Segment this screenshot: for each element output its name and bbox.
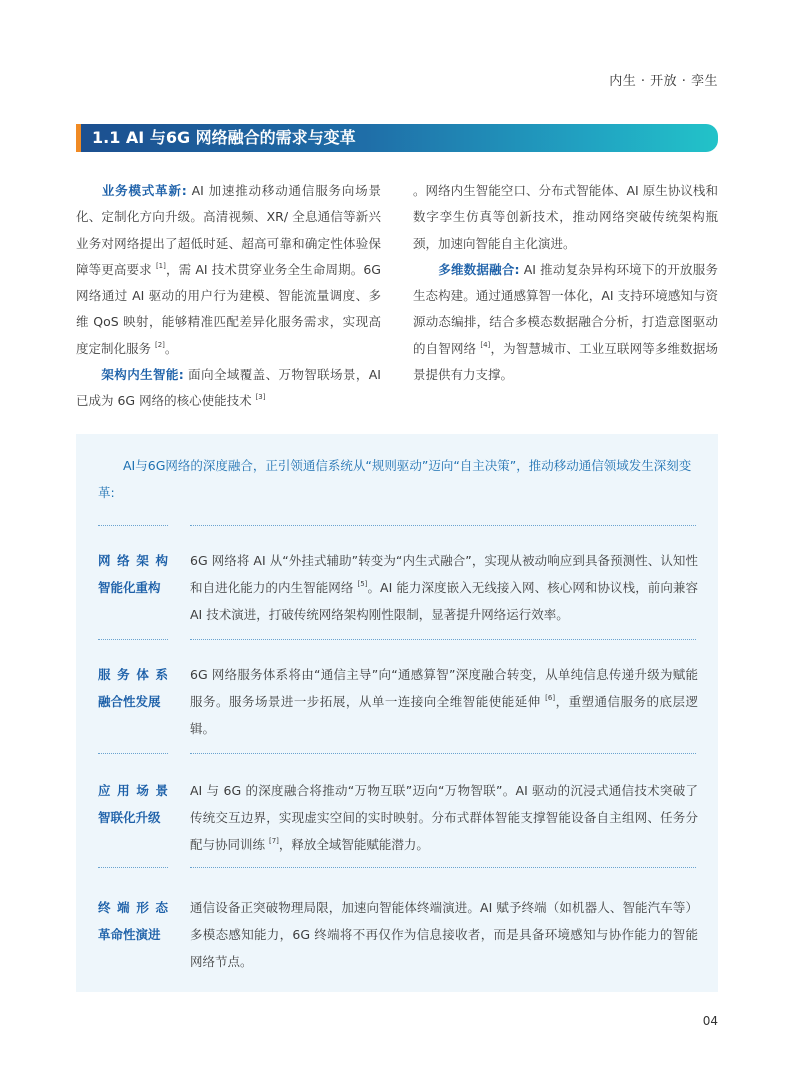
row-label-line2: 革命性演进 [98, 927, 161, 942]
reference-mark: [6] [545, 693, 556, 702]
body-column-left [76, 178, 381, 415]
divider [98, 639, 168, 640]
panel-intro-text: AI与6G网络的深度融合，正引领通信系统从“规则驱动”迈向“自主决策”，推动移动通信领域发生深刻变革: [98, 458, 692, 500]
row-text: 通信设备正突破物理局限，加速向智能体终端演进。AI 赋予终端（如机器人、智能汽车等）多模态感知能力，6G 终端将不再仅作为信息接收者，而是具备环境感知与协作能力的智能网络节点。 [190, 900, 698, 969]
row-label-line1: 终端形态 [98, 900, 168, 915]
paragraph-text: AI 推动复杂异构环境下的开放服务生态构建。通过通感算智一体化，AI 支持环境感知与资源动态编排，结合多模态数据融合分析，打造意图驱动的自智网络 [413, 261, 718, 356]
paragraph-data-fusion [413, 257, 718, 388]
row-label-line2: 融合性发展 [98, 694, 161, 709]
reference-mark: [4] [480, 340, 491, 349]
paragraph-text: 面向全域覆盖、万物智联场景，AI 已成为 6G 网络的核心使能技术 [76, 367, 381, 409]
divider [190, 639, 696, 640]
row-text: ，释放全域智能赋能潜力。 [278, 837, 429, 852]
paragraph-text: 。网络内生智能空口、分布式智能体、AI 原生协议栈和数字孪生仿真等创新技术，推动网络突破传统架构瓶颈，加速向智能自主化演进。 [413, 183, 718, 251]
panel-intro [98, 452, 698, 506]
row-text: 。AI 能力深度嵌入无线接入网、核心网和协议栈，前向兼容 AI 技术演进，打破传统网络架构刚性限制，显著提升网络运行效率。 [190, 580, 698, 622]
row-label-line1: 服务体系 [98, 667, 168, 682]
divider [190, 753, 696, 754]
keyword-data-fusion: 多维数据融合: [438, 261, 520, 277]
keyword-business-model: 业务模式革新: [101, 183, 187, 198]
divider [98, 753, 168, 754]
row-label-line2: 智联化升级 [98, 810, 161, 825]
row-text-terminal-form [190, 894, 698, 975]
row-text-application-scenario [190, 777, 698, 858]
row-label-line1: 网络架构 [98, 553, 168, 568]
section-title-bar [76, 124, 718, 152]
reference-mark: [3] [255, 393, 266, 402]
divider [98, 867, 168, 868]
row-label-terminal-form [98, 894, 168, 948]
title-accent [76, 124, 81, 152]
section-title: 1.1 AI 与6G 网络融合的需求与变革 [92, 128, 356, 147]
row-label-application-scenario [98, 777, 168, 831]
row-text: AI 与 6G 的深度融合将推动“万物互联”迈向“万物智联”。AI 驱动的沉浸式通信技术突破了传统交互边界，实现虚实空间的实时映射。分布式群体智能支撑智能设备自主组网、任务分配与协同训练 [190, 783, 698, 852]
row-text: 6G 网络服务体系将由“通信主导”向“通感算智”深度融合转变，从单纯信息传递升级为赋能服务。服务场景进一步拓展，从单一连接向全维智能使能延伸 [190, 667, 698, 709]
divider [98, 525, 168, 526]
row-label-service-system [98, 661, 168, 715]
paragraph-text: ，为智慧城市、工业互联网等多维数据场景提供有力支撑。 [413, 340, 718, 383]
row-label-network-architecture [98, 547, 168, 601]
row-label-line1: 应用场景 [98, 783, 168, 798]
divider [190, 525, 696, 526]
summary-panel [76, 434, 718, 992]
row-text: 6G 网络将 AI 从“外挂式辅助”转变为“内生式融合”，实现从被动响应到具备预测性、认知性和自进化能力的内生智能网络 [190, 553, 698, 595]
paragraph-architecture-cont [413, 178, 718, 257]
paragraph-text: ，需 AI 技术贯穿业务全生命周期。6G 网络通过 AI 驱动的用户行为建模、智能流量调度、多维 QoS 映射，能够精准匹配差异化服务需求，实现高度定制化服务 [76, 261, 381, 356]
body-column-right [413, 178, 718, 388]
reference-mark: [5] [357, 579, 368, 588]
reference-mark: [2] [154, 340, 165, 349]
row-text-service-system [190, 661, 698, 742]
reference-mark: [1] [155, 261, 166, 270]
paragraph-business-model [76, 178, 381, 362]
row-text: ，重塑通信服务的底层逻辑。 [190, 694, 698, 736]
keyword-architecture: 架构内生智能: [101, 367, 184, 383]
reference-mark: [7] [268, 836, 279, 845]
divider [190, 867, 696, 868]
page-number: 04 [702, 1014, 718, 1028]
paragraph-text: 。 [164, 340, 178, 356]
header-tag: 内生 · 开放 · 孪生 [609, 74, 718, 89]
row-text-network-architecture [190, 547, 698, 628]
paragraph-text: AI 加速推动移动通信服务向场景化、定制化方向升级。高清视频、XR/ 全息通信等新兴业务对网络提出了超低时延、超高可靠和确定性体验保障等更高要求 [76, 183, 382, 277]
row-label-line2: 智能化重构 [98, 580, 161, 595]
paragraph-architecture [76, 362, 381, 415]
